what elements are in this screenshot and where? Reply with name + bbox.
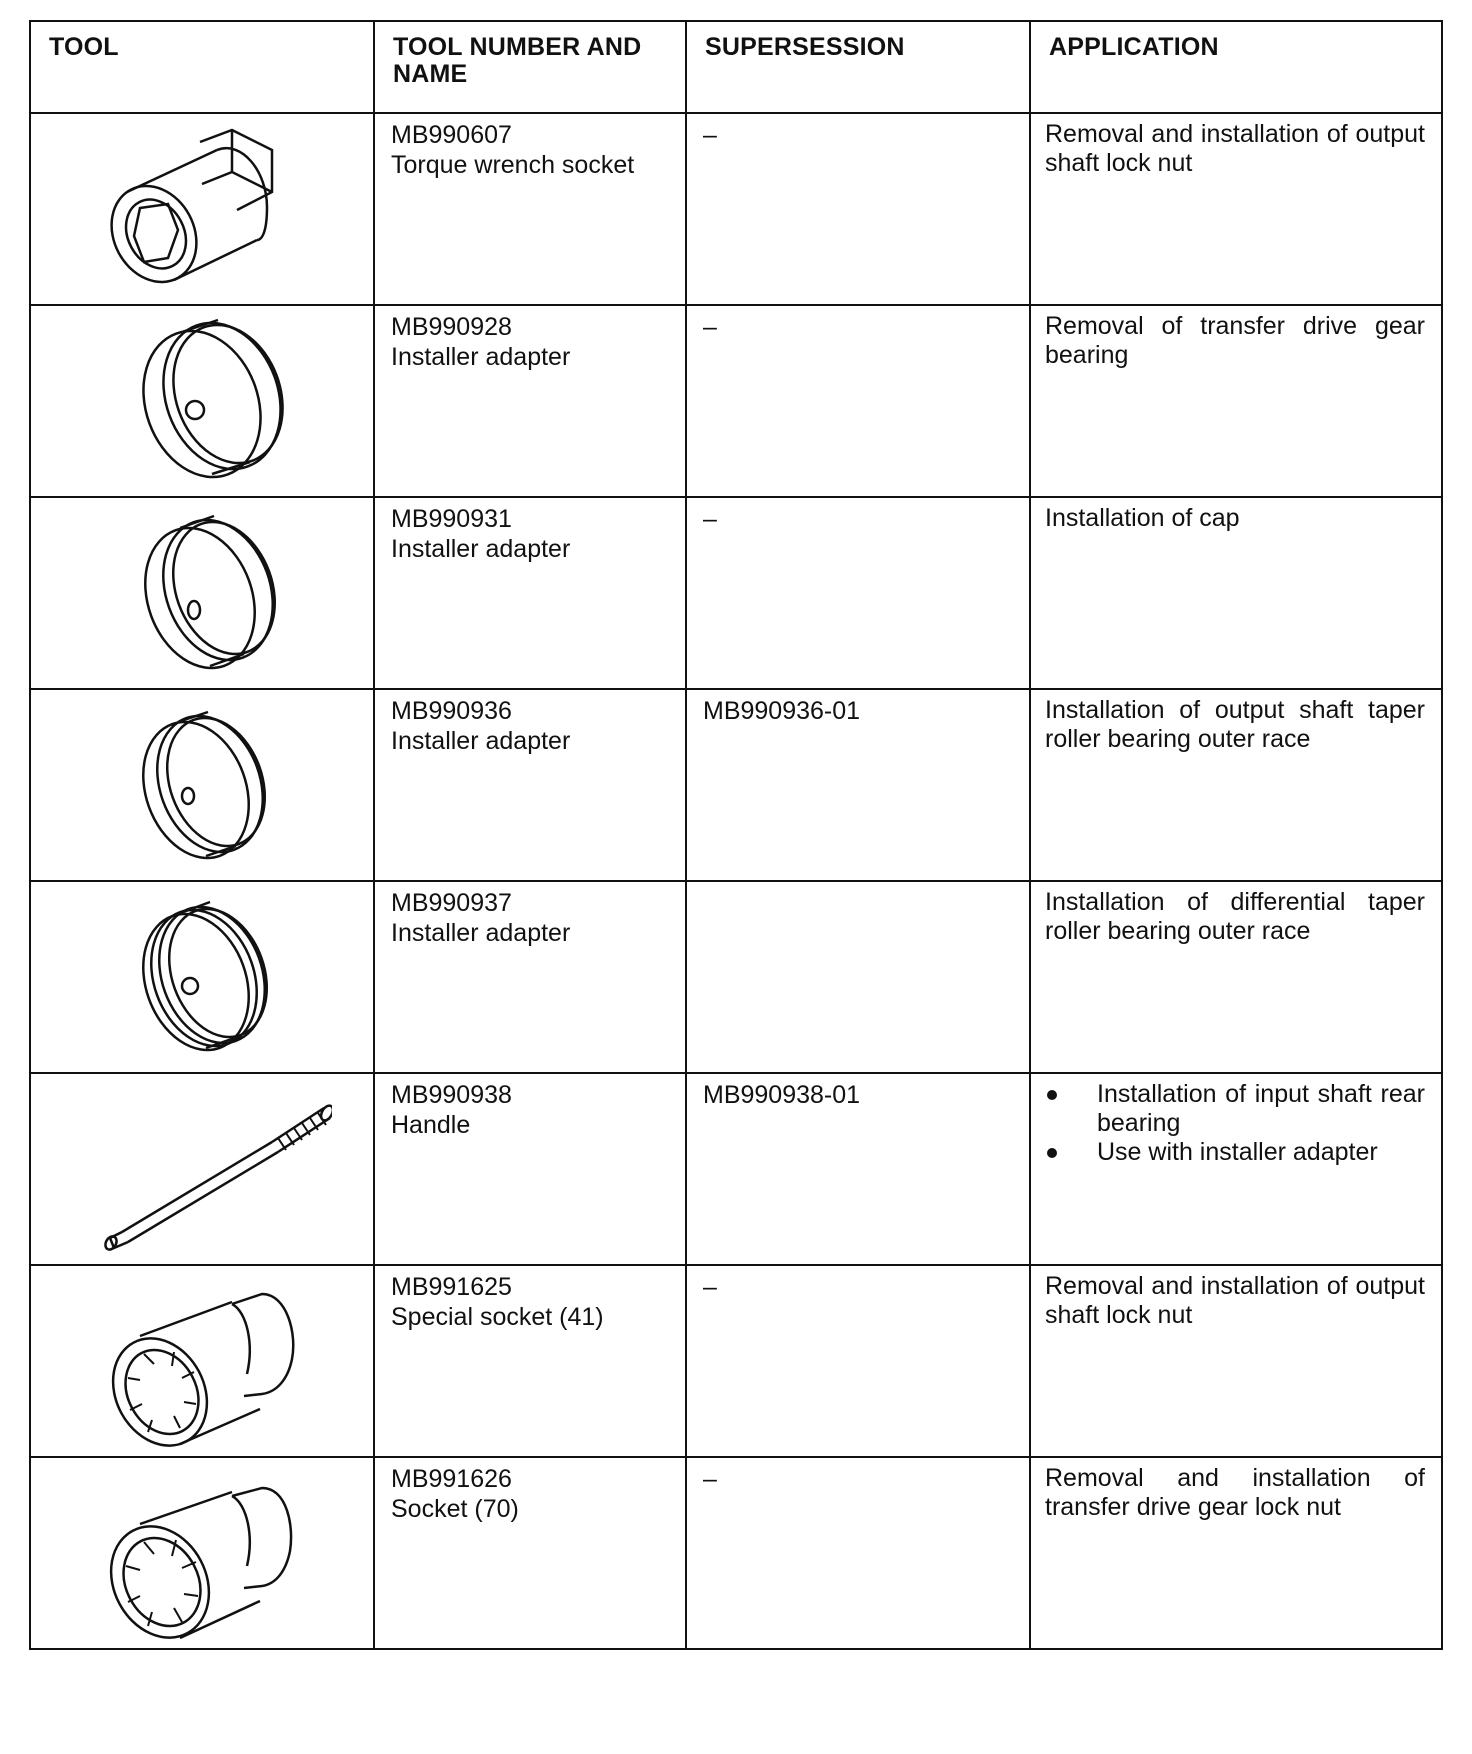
- supersession-cell: [686, 881, 1030, 1073]
- tool-number: MB991626: [391, 1465, 512, 1493]
- tool-number-cell: [374, 1073, 686, 1265]
- tool-number: MB990936: [391, 697, 512, 725]
- tool-number: MB990938: [391, 1081, 512, 1109]
- tool-number-cell: [374, 1265, 686, 1457]
- socket-icon: [82, 1466, 322, 1641]
- tool-number-cell: [374, 881, 686, 1073]
- tool-number-cell: [374, 1457, 686, 1649]
- supersession-cell: –: [686, 497, 1030, 689]
- table-row: [30, 1265, 1442, 1457]
- tool-name: Installer adapter: [391, 343, 571, 371]
- tool-image-cell: [30, 1457, 374, 1649]
- list-item: Use with installer adapter: [1045, 1138, 1425, 1167]
- tool-image-cell: [30, 305, 374, 497]
- tool-name: Torque wrench socket: [391, 151, 635, 179]
- application-cell: [1030, 1073, 1442, 1265]
- bullet-icon: [1047, 1148, 1057, 1158]
- tool-number: MB990931: [391, 505, 512, 533]
- supersession-cell: –: [686, 1457, 1030, 1649]
- tool-number: MB990937: [391, 889, 512, 917]
- tool-name: Special socket (41): [391, 1303, 604, 1331]
- supersession-cell: MB990936-01: [686, 689, 1030, 881]
- tool-number: MB990928: [391, 313, 512, 341]
- tool-name: Installer adapter: [391, 535, 571, 563]
- header-tool: TOOL: [30, 21, 374, 113]
- bullet-icon: [1047, 1090, 1057, 1100]
- application-cell: Removal of transfer drive gear bearing: [1030, 305, 1442, 497]
- tool-name: Installer adapter: [391, 919, 571, 947]
- special-socket-icon: [82, 1274, 322, 1449]
- table-row: [30, 1073, 1442, 1265]
- tool-image-cell: [30, 1073, 374, 1265]
- tool-number: MB990607: [391, 121, 512, 149]
- tool-image-cell: [30, 689, 374, 881]
- application-cell: Removal and installation of transfer drive gear lock nut: [1030, 1457, 1442, 1649]
- tool-number: MB991625: [391, 1273, 512, 1301]
- installer-adapter-icon: [82, 506, 322, 681]
- header-application: APPLICATION: [1030, 21, 1442, 113]
- table-row: [30, 113, 1442, 305]
- table-row: [30, 497, 1442, 689]
- tool-image-cell: [30, 1265, 374, 1457]
- table-row: [30, 881, 1442, 1073]
- installer-adapter-icon: [82, 890, 322, 1065]
- special-tools-table: [29, 20, 1443, 1650]
- installer-adapter-icon: [82, 314, 322, 489]
- tool-name: Socket (70): [391, 1495, 519, 1523]
- application-bullet-list: [1045, 1080, 1425, 1167]
- supersession-cell: –: [686, 113, 1030, 305]
- application-cell: Installation of cap: [1030, 497, 1442, 689]
- tool-number-cell: [374, 305, 686, 497]
- tool-number-cell: [374, 689, 686, 881]
- table-row: [30, 305, 1442, 497]
- tool-name: Handle: [391, 1111, 471, 1139]
- supersession-cell: –: [686, 1265, 1030, 1457]
- supersession-cell: –: [686, 305, 1030, 497]
- tool-image-cell: [30, 881, 374, 1073]
- tool-number-cell: [374, 113, 686, 305]
- application-cell: Installation of differential taper roller bearing outer race: [1030, 881, 1442, 1073]
- table-row: [30, 689, 1442, 881]
- supersession-cell: MB990938-01: [686, 1073, 1030, 1265]
- application-cell: Removal and installation of output shaft lock nut: [1030, 1265, 1442, 1457]
- application-cell: Removal and installation of output shaft lock nut: [1030, 113, 1442, 305]
- header-row: [30, 21, 1442, 113]
- table-row: [30, 1457, 1442, 1649]
- list-item: Installation of input shaft rear bearing: [1045, 1080, 1425, 1138]
- tool-image-cell: [30, 113, 374, 305]
- installer-adapter-icon: [82, 698, 322, 873]
- application-cell: Installation of output shaft taper roller bearing outer race: [1030, 689, 1442, 881]
- torque-wrench-socket-icon: [82, 122, 322, 297]
- handle-icon: [72, 1082, 332, 1257]
- tool-image-cell: [30, 497, 374, 689]
- header-tool-number-and-name: TOOL NUMBER AND NAME: [374, 21, 686, 113]
- header-supersession: SUPERSESSION: [686, 21, 1030, 113]
- tool-name: Installer adapter: [391, 727, 571, 755]
- tool-number-cell: [374, 497, 686, 689]
